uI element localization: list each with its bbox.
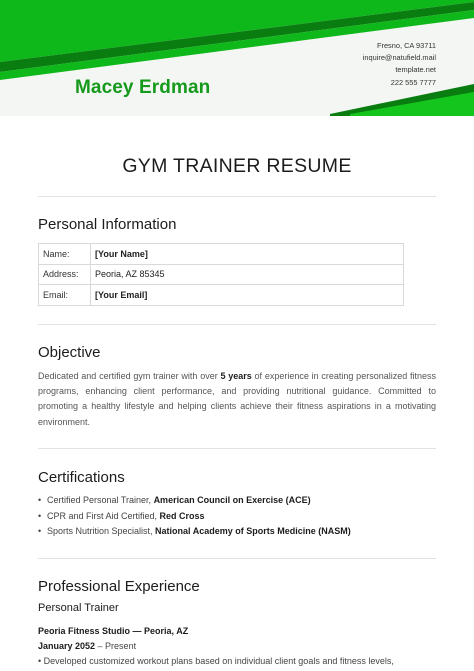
contact-email[interactable]: inquire@natufield.mail (362, 53, 436, 63)
info-value: [Your Email] (91, 285, 404, 306)
objective-text (38, 369, 436, 430)
info-label: Name: (39, 244, 91, 265)
list-item: • Developed customized workout plans based on individual client goals and fitness levels, (38, 656, 394, 666)
contact-address: Fresno, CA 93711 (376, 41, 436, 50)
bullet-icon: • (38, 656, 44, 666)
contact-block (363, 40, 436, 89)
list-item: • CPR and First Aid Certified, Red Cross (38, 509, 436, 525)
personal-info-table (38, 243, 404, 306)
contact-phone: 222 555 7777 (390, 77, 436, 87)
bullet-icon: • (38, 495, 42, 505)
divider (38, 324, 436, 325)
document-title: GYM TRAINER RESUME (122, 155, 352, 177)
job-company: Peoria Fitness Studio — Peoria, AZ (38, 626, 189, 636)
objective-years: 5 years (220, 371, 252, 381)
bullet-icon: • (38, 510, 42, 521)
header-banner (0, 0, 474, 116)
info-value: [Your Name] (91, 244, 404, 265)
section-heading-personal-information: Personal Information (38, 216, 177, 233)
objective-text-end: of experience in creating personalized fitness programs, enhancing client performance, and providing nutritional guidance. Committed to promoting a healthy lifestyle and helping clients achieve their fitness aspirations in a motivating environment. (38, 371, 437, 427)
table-row (39, 264, 404, 285)
table-row (39, 285, 404, 306)
list-item: • Certified Personal Trainer, American Council on Exercise (ACE) (38, 493, 436, 509)
certifications-list (38, 493, 436, 540)
info-label: Address: (39, 264, 91, 285)
section-heading-objective: Objective (38, 344, 101, 361)
divider (38, 448, 436, 449)
list-item: • Sports Nutrition Specialist, National Academy of Sports Medicine (NASM) (38, 524, 436, 540)
job-dates: January 2052 – Present (38, 641, 137, 651)
objective-text-start: Dedicated and certified gym trainer with over (38, 371, 221, 381)
candidate-name: Macey Erdman (75, 77, 211, 98)
contact-website[interactable]: template.net (395, 65, 436, 75)
job-role: Personal Trainer (38, 602, 119, 614)
section-heading-professional-experience: Professional Experience (38, 578, 200, 595)
section-heading-certifications: Certifications (38, 469, 125, 486)
table-row (39, 244, 404, 265)
bullet-icon: • (38, 526, 42, 536)
divider (38, 558, 436, 559)
divider (38, 196, 436, 197)
info-label: Email: (39, 285, 91, 306)
info-value: Peoria, AZ 85345 (91, 264, 404, 285)
